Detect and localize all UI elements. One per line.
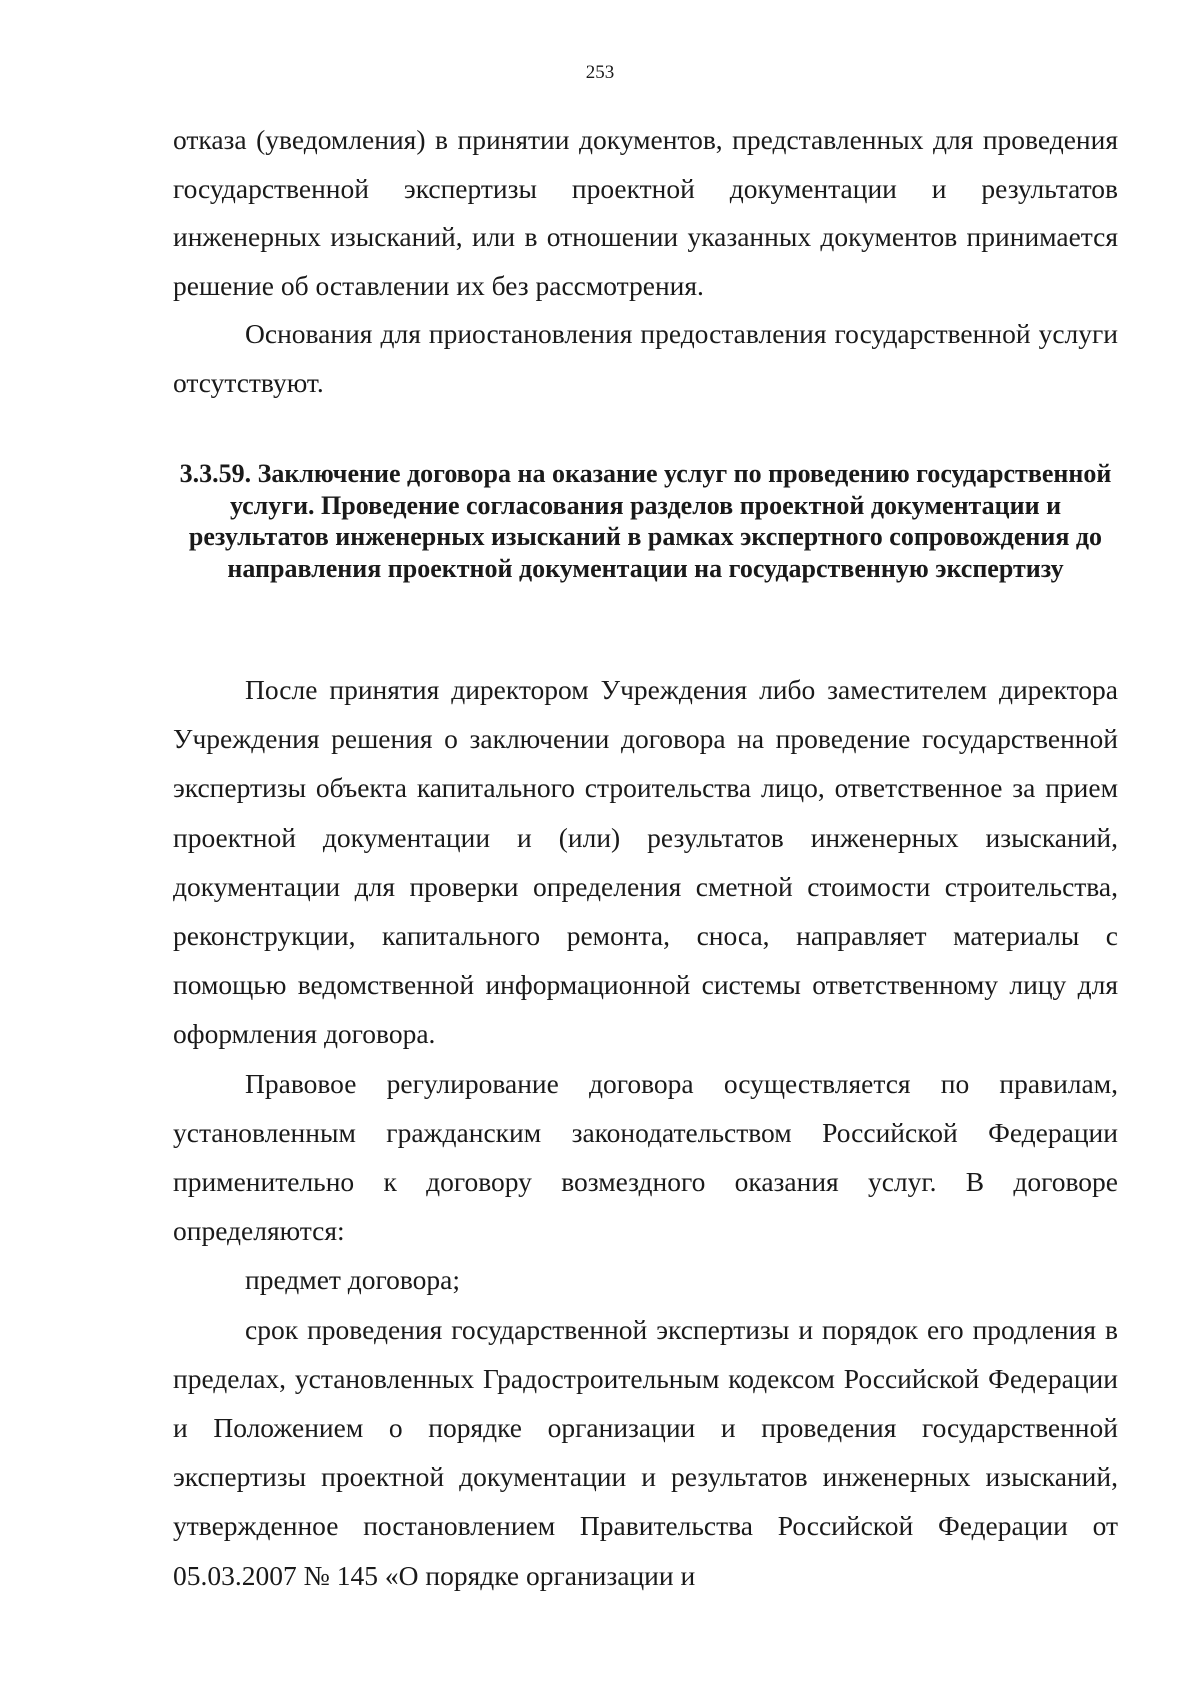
paragraph-expertise-term: срок проведения государственной экспертизы и порядок его продления в пределах, установленных Градостроительным кодексом Российской Федерации и Положением о порядке организации и проведения государственной экспертизы проектной документации и результатов инженерных изысканий, утвержденное постановлением Правительства Российской Федерации от 05.03.2007 № 145 «О порядке организации и <box>173 1313 1118 1591</box>
paragraph-suspension-grounds: Основания для приостановления предоставления государственной услуги отсутствуют. <box>173 318 1118 398</box>
page-number: 253 <box>585 62 615 83</box>
section-heading: 3.3.59. Заключение договора на оказание услуг по проведению государственной услуги. Проведение согласования разделов проектной документации и результатов инженерных изысканий в рамках экспертного сопровождения до направления проектной документации на государственную экспертизу <box>179 459 1112 583</box>
top-text-block <box>173 116 1118 407</box>
paragraph-continuation: отказа (уведомления) в принятии документов, представленных для проведения государственной экспертизы проектной документации и результатов инженерных изысканий, или в отношении указанных документов принимается решение об оставлении их без рассмотрения. <box>173 124 1118 301</box>
body-text-block <box>173 665 1118 1600</box>
paragraph-contract-subject: предмет договора; <box>245 1264 461 1296</box>
paragraph-legal-regulation: Правовое регулирование договора осуществляется по правилам, установленным гражданским законодательством Российской Федерации применительно к договору возмездного оказания услуг. В договоре определяются: <box>173 1067 1118 1247</box>
paragraph-contract-decision: После принятия директором Учреждения либо заместителем директора Учреждения решения о заключении договора на проведение государственной экспертизы объекта капитального строительства лицо, ответственное за прием проектной документации и (или) результатов инженерных изысканий, документации для проверки определения сметной стоимости строительства, реконструкции, капитального ремонта, сноса, направляет материалы с помощью ведомственной информационной системы ответственному лицу для оформления договора. <box>173 674 1118 1050</box>
